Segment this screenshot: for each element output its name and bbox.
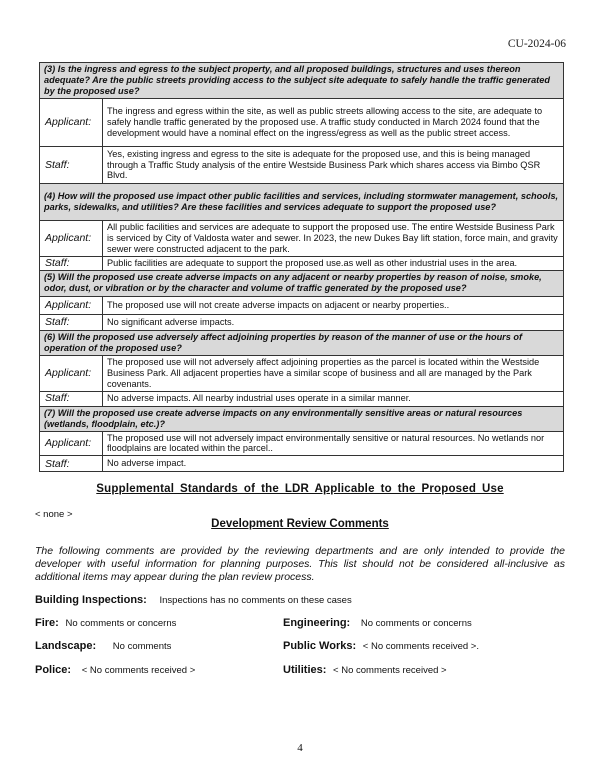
criterion-question: (7) Will the proposed use create adverse impacts on any environmentally sensitive areas or natural resources (wetlands, floodplain, etc.)? <box>40 406 564 431</box>
applicant-row <box>40 221 564 257</box>
review-comments-heading: Development Review Comments <box>211 518 389 530</box>
applicant-label: Applicant: <box>40 99 103 147</box>
public-works-comment <box>283 640 479 652</box>
applicant-response: The ingress and egress within the site, as well as public streets allowing access to the site, are adequate to safely handle traffic generated by the proposed use. A traffic study conducted in March 2024 found that the development would have a nominal effect on the ingress/egress as well as the public street access. <box>103 99 564 147</box>
supplemental-none-note: < none > <box>35 509 73 520</box>
staff-label: Staff: <box>40 147 103 184</box>
applicant-response: The proposed use will not adversely impact environmentally sensitive or natural resources. No wetlands nor floodplains are located within the parcel.. <box>103 431 564 456</box>
public-works-value: < No comments received >. <box>362 641 479 652</box>
building-inspections-comment <box>35 594 352 606</box>
applicant-response: All public facilities and services are adequate to support the proposed use. The entire Westside Business Park is serviced by City of Valdosta water and sewer. In 2023, the new Dukes Bay lift station, force main, and gravity sewer were constructed adjacent to the park. <box>103 221 564 257</box>
utilities-label: Utilities: <box>283 664 327 676</box>
staff-row <box>40 391 564 406</box>
staff-row <box>40 456 564 472</box>
supplemental-standards-heading: Supplemental Standards of the LDR Applicable to the Proposed Use <box>96 483 504 495</box>
applicant-row <box>40 431 564 456</box>
staff-row <box>40 147 564 184</box>
staff-label: Staff: <box>40 256 103 270</box>
fire-value: No comments or concerns <box>65 618 177 629</box>
applicant-label: Applicant: <box>40 296 103 314</box>
police-comment <box>35 664 195 676</box>
page-number: 4 <box>297 742 303 754</box>
engineering-label: Engineering: <box>283 617 351 629</box>
staff-response: Public facilities are adequate to support the proposed use.as well as other industrial uses in the area. <box>103 256 564 270</box>
criterion-question-row <box>40 270 564 296</box>
fire-label: Fire: <box>35 617 59 629</box>
criterion-question-row <box>40 184 564 221</box>
staff-label: Staff: <box>40 391 103 406</box>
landscape-comment <box>35 640 171 652</box>
applicant-row <box>40 296 564 314</box>
staff-response: No adverse impact. <box>103 456 564 472</box>
criterion-question-row <box>40 330 564 355</box>
applicant-response: The proposed use will not adversely affect adjoining properties as the parcel is located within the Westside Business Park. All adjacent properties have a similar scope of business and all are managed by the Park covenants. <box>103 355 564 391</box>
landscape-label: Landscape: <box>35 640 97 652</box>
staff-response: Yes, existing ingress and egress to the site is adequate for the proposed use, and this is being managed through a Traffic Study analysis of the entire Westside Business Park which shares access via Bimbo QSR Blvd. <box>103 147 564 184</box>
staff-row <box>40 256 564 270</box>
police-value: < No comments received > <box>81 665 196 676</box>
applicant-row <box>40 355 564 391</box>
staff-response: No adverse impacts. All nearby industrial uses operate in a similar manner. <box>103 391 564 406</box>
review-intro-paragraph: The following comments are provided by the reviewing departments and are only intended to provide the developer with useful information for planning purposes. This list should not be considered all-inclusive as additional items may appear during the plan review process. <box>35 545 565 584</box>
building-inspections-label: Building Inspections: <box>35 594 147 606</box>
criterion-question-row <box>40 406 564 431</box>
police-label: Police: <box>35 664 72 676</box>
applicant-label: Applicant: <box>40 221 103 257</box>
criterion-question: (3) Is the ingress and egress to the subject property, and all proposed buildings, structures and uses thereon adequate? Are the public streets providing access to the subject site adequate to safely handle the traffic generated by the proposed use? <box>40 63 564 99</box>
public-works-label: Public Works: <box>283 640 357 652</box>
criterion-question: (6) Will the proposed use adversely affect adjoining properties by reason of the manner of use or the hours of operation of the proposed use? <box>40 330 564 355</box>
utilities-value: < No comments received > <box>333 665 447 676</box>
utilities-comment <box>283 664 447 676</box>
criterion-question-row <box>40 63 564 99</box>
building-inspections-value: Inspections has no comments on these cases <box>159 595 352 606</box>
fire-comment <box>35 617 176 629</box>
case-id: CU-2024-06 <box>507 38 566 50</box>
staff-row <box>40 314 564 330</box>
landscape-value: No comments <box>112 641 172 652</box>
applicant-label: Applicant: <box>40 431 103 456</box>
applicant-label: Applicant: <box>40 355 103 391</box>
applicant-row <box>40 99 564 147</box>
criterion-question: (5) Will the proposed use create adverse impacts on any adjacent or nearby properties by reason of noise, smoke, odor, dust, or vibration or by the character and volume of traffic generated by the proposed use? <box>40 270 564 296</box>
applicant-response: The proposed use will not create adverse impacts on adjacent or nearby properties.. <box>103 296 564 314</box>
criterion-question: (4) How will the proposed use impact other public facilities and services, including stormwater management, schools, parks, sidewalks, and utilities? Are these facilities and services adequate to support the proposed use? <box>40 184 564 221</box>
staff-label: Staff: <box>40 314 103 330</box>
staff-label: Staff: <box>40 456 103 472</box>
staff-response: No significant adverse impacts. <box>103 314 564 330</box>
engineering-value: No comments or concerns <box>360 618 472 629</box>
criteria-table <box>39 62 564 472</box>
engineering-comment <box>283 617 472 629</box>
